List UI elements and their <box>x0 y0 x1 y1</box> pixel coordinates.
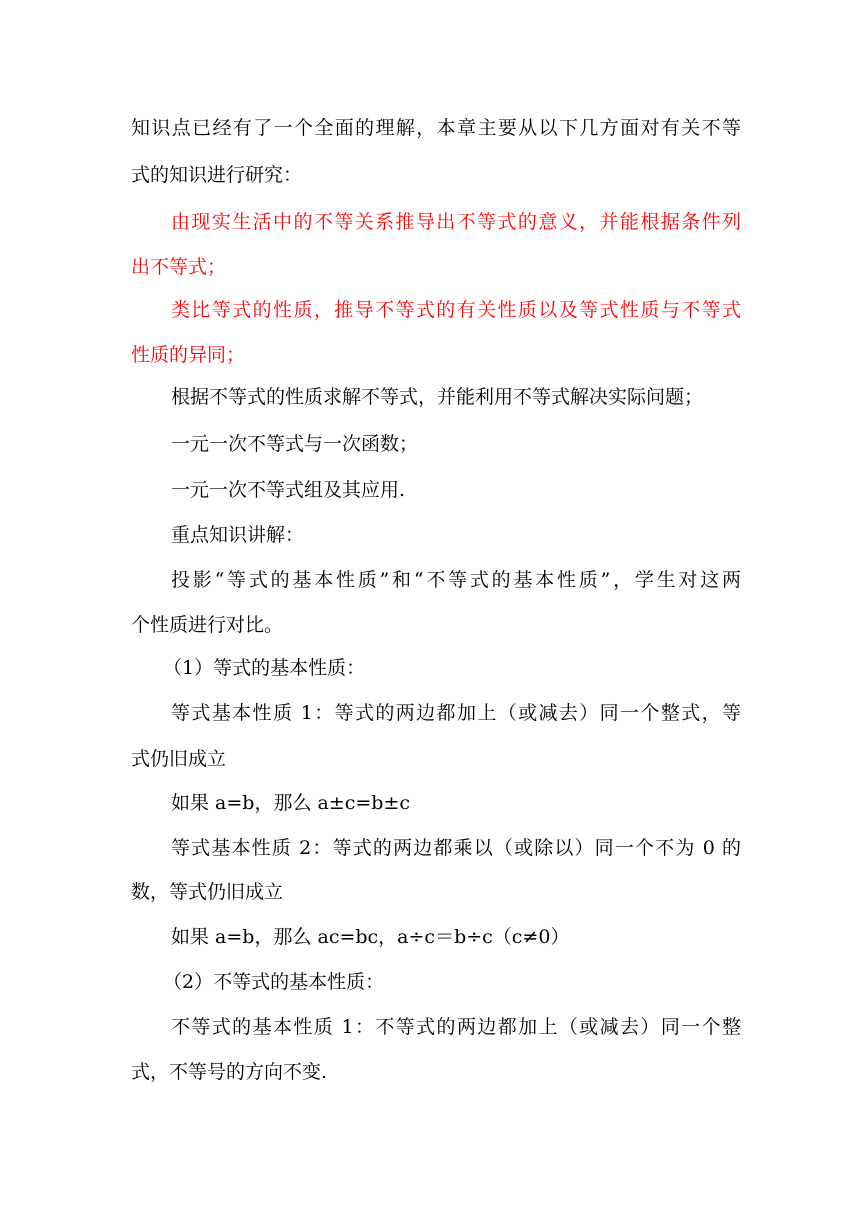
goal-2-line-2: 性质的异同； <box>131 344 246 366</box>
goal-4: 一元一次不等式与一次函数； <box>171 433 419 455</box>
subheading-equality-properties: （1）等式的基本性质： <box>163 657 366 679</box>
goal-2-line-1: 类比等式的性质，推导不等式的有关性质以及等式性质与不等式 <box>171 299 741 321</box>
goal-1-line-2: 出不等式； <box>131 256 227 278</box>
goal-1-line-1: 由现实生活中的不等关系推导出不等式的意义，并能根据条件列 <box>171 211 741 233</box>
inequality-property-1-line-2: 式，不等号的方向不变. <box>131 1061 328 1083</box>
equality-property-1-example: 如果 a=b，那么 a±c=b±c <box>171 792 411 814</box>
projection-paragraph-line-1: 投影“等式的基本性质”和“不等式的基本性质”，学生对这两 <box>171 569 741 591</box>
goal-3: 根据不等式的性质求解不等式，并能利用不等式解决实际问题； <box>171 386 704 408</box>
inequality-property-1-line-1: 不等式的基本性质 1：不等式的两边都加上（或减去）同一个整 <box>171 1016 741 1038</box>
equality-property-2-line-2: 数，等式仍旧成立 <box>131 881 284 903</box>
equality-property-1-line-1: 等式基本性质 1：等式的两边都加上（或减去）同一个整式，等 <box>171 702 741 724</box>
equality-property-2-example: 如果 a=b，那么 ac=bc，a÷c＝b÷c（c≠0） <box>171 926 570 948</box>
goal-5: 一元一次不等式组及其应用. <box>171 479 406 501</box>
subheading-inequality-properties: （2）不等式的基本性质： <box>163 971 385 993</box>
equality-property-2-line-1: 等式基本性质 2：等式的两边都乘以（或除以）同一个不为 0 的 <box>171 837 741 859</box>
equality-property-1-line-2: 式仍旧成立 <box>131 748 227 770</box>
projection-paragraph-line-2: 个性质进行对比。 <box>131 614 284 636</box>
section-heading-key-points: 重点知识讲解： <box>171 524 305 546</box>
paragraph-intro-line-2: 式的知识进行研究： <box>131 164 303 186</box>
paragraph-intro-line-1: 知识点已经有了一个全面的理解，本章主要从以下几方面对有关不等 <box>131 117 741 139</box>
